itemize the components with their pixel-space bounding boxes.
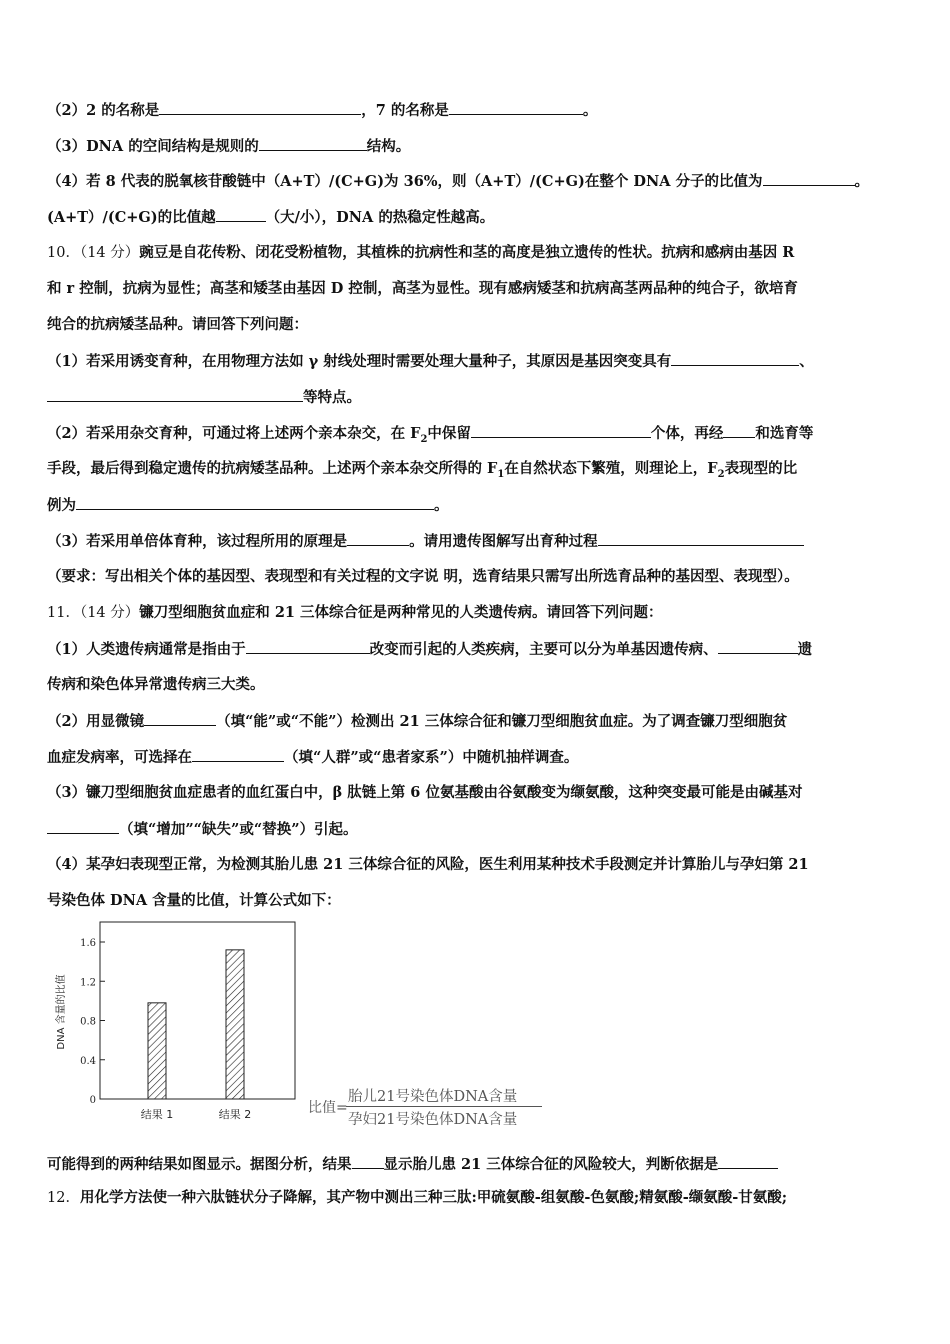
answer-blank[interactable] [47, 387, 303, 402]
q10-requirement-line: （要求：写出相关个体的基因型、表现型和有关过程的文字说 明，选育结果只需写出所选育品种的基因型、表现型）。 [47, 568, 799, 585]
text-segment: 表现型的比 [724, 460, 798, 477]
y-tick-label: 0.4 [80, 1055, 96, 1067]
q11-part3-line2 [47, 819, 907, 840]
text-segment: （3）若采用单倍体育种，该过程所用的原理是 [47, 533, 348, 550]
text-segment: （填“能”或“不能”）检测出 21 三体综合征和镰刀型细胞贫血症。为了调查镰刀型细胞贫 [216, 713, 788, 730]
q11-part4-line3 [47, 1154, 907, 1175]
answer-blank[interactable] [763, 171, 855, 186]
question-number: 12． [47, 1190, 80, 1206]
q9-part3-line [47, 136, 907, 157]
answer-blank[interactable] [671, 351, 799, 366]
q11-part2-line2 [47, 747, 907, 768]
question-number: 11．（14 分） [47, 605, 140, 621]
text-segment: （2）用显微镜 [47, 713, 145, 730]
text-segment: 中保留 [427, 425, 471, 442]
q11-part4-line: （4）某孕妇表现型正常，为检测其胎儿患 21 三体综合征的风险，医生利用某种技术手段测定并计算胎儿与孕妇第 21 [47, 856, 809, 873]
y-tick-label: 0 [89, 1095, 96, 1106]
q11-part3-line: （3）镰刀型细胞贫血症患者的血红蛋白中，β 肽链上第 6 位氨基酸由谷氨酸变为缬氨酸，这种突变最可能是由碱基对 [47, 784, 803, 801]
formula-numerator: 胎儿21号染色体DNA含量 [348, 1089, 518, 1105]
text-segment: （3）DNA 的空间结构是规则的 [47, 138, 259, 155]
q11-part1-line2: 传病和染色体异常遗传病三大类。 [47, 676, 265, 693]
bar-1 [148, 1003, 166, 1099]
question-number: 10．（14 分） [47, 245, 140, 261]
answer-blank[interactable] [598, 531, 804, 546]
q9-part4-line2 [47, 207, 907, 228]
text-segment: （填“人群”或“患者家系”）中随机抽样调查。 [284, 749, 579, 766]
text-segment: 。 [434, 497, 449, 514]
y-tick-label: 0.8 [80, 1016, 96, 1028]
answer-blank[interactable] [144, 711, 216, 726]
answer-blank[interactable] [352, 1154, 384, 1169]
plot-frame [100, 922, 295, 1099]
text-segment: 显示胎儿患 21 三体综合征的风险较大，判断依据是 [383, 1156, 719, 1173]
formula-denominator: 孕妇21号染色体DNA含量 [348, 1112, 518, 1128]
q11-part4-line2: 号染色体 DNA 含量的比值，计算公式如下： [47, 892, 341, 909]
text-segment: 改变而引起的人类疾病，主要可以分为单基因遗传病、 [369, 641, 718, 658]
y-axis-label: DNA 含量的比值 [56, 974, 67, 1050]
text-segment: 可能得到的两种结果如图显示。据图分析，结果 [47, 1156, 352, 1173]
text-segment: 手段，最后得到稳定遗传的抗病矮茎品种。上述两个亲本杂交所得的 F [47, 460, 498, 477]
q9-part4-line [47, 171, 907, 192]
answer-blank[interactable] [159, 100, 361, 115]
text-segment: 和选育等 [755, 425, 814, 442]
text-segment: 。请用遗传图解写出育种过程 [409, 533, 598, 550]
q10-part1-line2 [47, 387, 907, 408]
text-segment: （2）若采用杂交育种，可通过将上述两个亲本杂交，在 F [47, 425, 421, 442]
y-axis [80, 938, 105, 1106]
text-segment: 、 [799, 353, 814, 370]
text-segment: 血症发病率，可选择在 [47, 749, 192, 766]
q10-part2-line2 [47, 459, 907, 485]
q10-line3: 纯合的抗病矮茎品种。请回答下列问题： [47, 316, 308, 333]
answer-blank[interactable] [723, 423, 755, 438]
answer-blank[interactable] [718, 639, 798, 654]
x-axis-labels [141, 1107, 252, 1121]
q10-header [47, 243, 907, 263]
q9-part2-line [47, 100, 907, 121]
q11-header [47, 603, 907, 623]
question-text: 用化学方法使一种六肽链状分子降解，其产物中测出三种三肽:甲硫氨酸-组氨酸-色氨酸;精氨酸-缬氨酸-甘氨酸; [79, 1189, 788, 1206]
answer-blank[interactable] [76, 495, 434, 510]
subscript: 1 [497, 468, 505, 480]
subscript: 2 [717, 468, 725, 480]
y-tick-label: 1.2 [80, 977, 96, 989]
formula-label: 比值= [308, 1100, 348, 1116]
q10-line2: 和 r 控制，抗病为显性；高茎和矮茎由基因 D 控制，高茎为显性。现有感病矮茎和抗病高茎两品种的纯合子，欲培育 [47, 280, 798, 297]
bars-group [148, 950, 244, 1099]
fraction-bar [346, 1106, 542, 1107]
dna-ratio-bar-chart [50, 920, 320, 1135]
text-segment: （大/小），DNA 的热稳定性越高。 [265, 209, 495, 226]
text-segment: 个体，再经 [650, 425, 724, 442]
answer-blank[interactable] [718, 1154, 778, 1169]
text-segment: 例为 [47, 497, 76, 514]
answer-blank[interactable] [471, 423, 651, 438]
text-segment: ，7 的名称是 [361, 102, 449, 119]
q10-part1-line [47, 351, 907, 372]
answer-blank[interactable] [449, 100, 583, 115]
q11-part2-line [47, 711, 907, 732]
text-segment: 。 [582, 102, 598, 119]
bar-2 [226, 950, 244, 1099]
answer-blank[interactable] [347, 531, 409, 546]
text-segment: （1）人类遗传病通常是指由于 [47, 641, 246, 658]
text-segment: （4）若 8 代表的脱氧核苷酸链中（A+T）/(C+G)为 36%，则（A+T）/(C+G)在整个 DNA 分子的比值为 [47, 173, 763, 190]
text-segment: 遗 [797, 641, 813, 658]
x-tick-label: 结果 2 [218, 1108, 252, 1121]
text-segment: 等特点。 [303, 389, 361, 406]
text-segment: 在自然状态下繁殖，则理论上，F [504, 460, 718, 477]
text-segment: (A+T）/(C+G)的比值越 [47, 209, 216, 226]
text-segment: （1）若采用诱变育种，在用物理方法如 γ 射线处理时需要处理大量种子，其原因是基因突变具有 [47, 353, 672, 370]
answer-blank[interactable] [246, 639, 370, 654]
text-segment: （2）2 的名称是 [47, 102, 160, 119]
question-text: 豌豆是自花传粉、闭花受粉植物，其植株的抗病性和茎的高度是独立遗传的性状。抗病和感病由基因 R [139, 244, 795, 261]
answer-blank[interactable] [47, 819, 119, 834]
q10-part2-line3 [47, 495, 907, 516]
q10-part2-line [47, 423, 907, 450]
q10-part3-line [47, 531, 907, 552]
subscript: 2 [420, 433, 428, 445]
question-text: 镰刀型细胞贫血症和 21 三体综合征是两种常见的人类遗传病。请回答下列问题： [139, 604, 663, 621]
text-segment: 。 [854, 173, 870, 190]
answer-blank[interactable] [259, 136, 367, 151]
ratio-formula [308, 1085, 558, 1133]
y-tick-label: 1.6 [80, 938, 96, 949]
q12-header [47, 1188, 907, 1208]
x-tick-label: 结果 1 [140, 1108, 174, 1121]
q11-part1-line [47, 639, 907, 660]
answer-blank[interactable] [192, 747, 284, 762]
text-segment: （填“增加”“缺失”或“替换”）引起。 [119, 821, 358, 838]
text-segment: 结构。 [366, 138, 411, 155]
answer-blank[interactable] [216, 207, 266, 222]
